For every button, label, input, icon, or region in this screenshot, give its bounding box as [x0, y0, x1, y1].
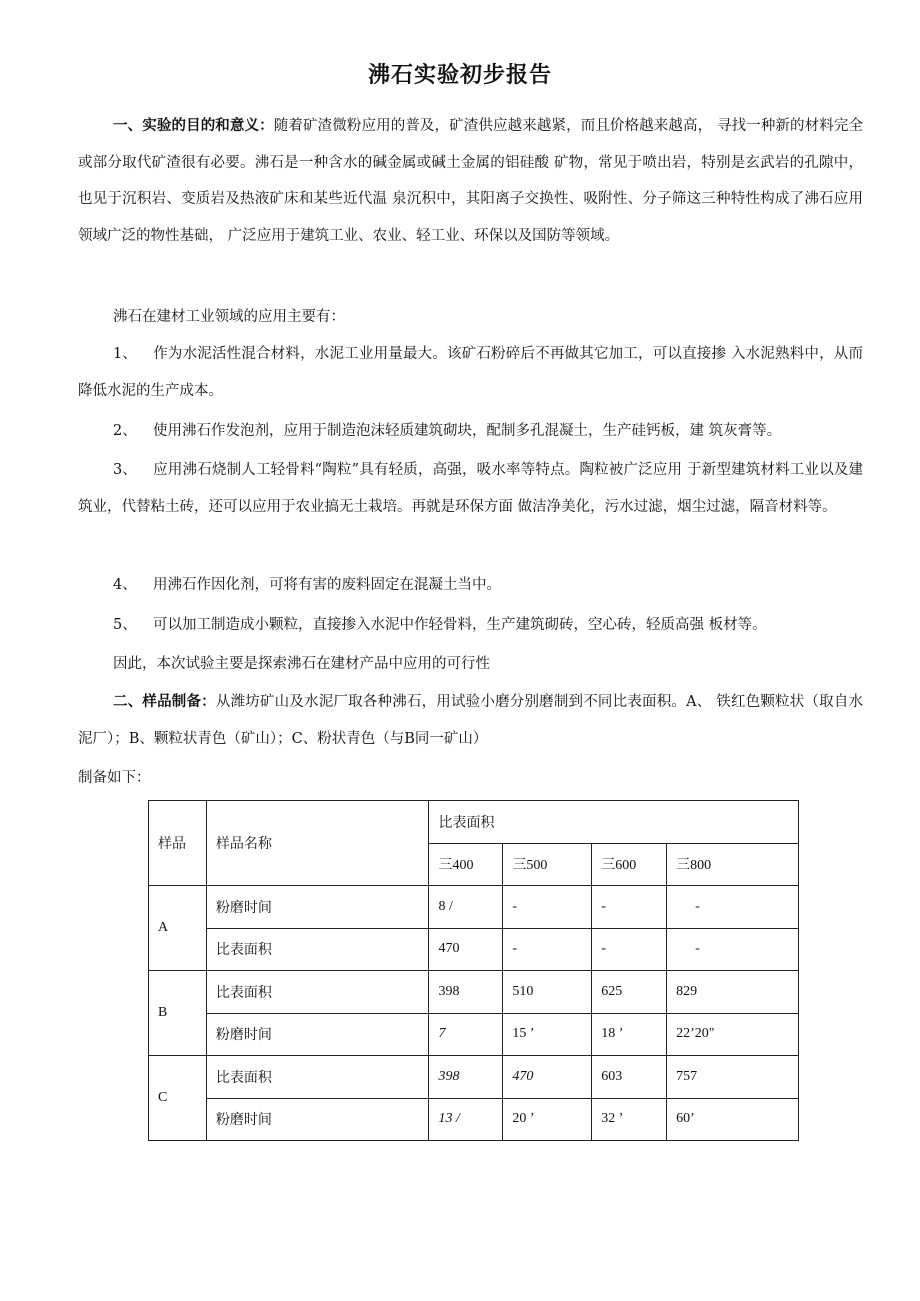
- table-cell: -: [667, 928, 799, 971]
- table-cell: -: [667, 886, 799, 929]
- table-cell: 398: [429, 1056, 503, 1099]
- applications-intro: 沸石在建材工业领域的应用主要有：: [113, 309, 345, 325]
- sample-id-cell: A: [149, 886, 207, 971]
- table-cell: 7: [429, 1013, 503, 1056]
- sample-id-cell: C: [149, 1056, 207, 1141]
- subheader-cell: 三500: [503, 843, 592, 886]
- table-cell: 470: [503, 1056, 592, 1099]
- table-row: [149, 1013, 799, 1056]
- list-item-text: 应用沸石烧制人工轻骨料“陶粒”具有轻质，高强，吸水率等特点。陶粒被广泛应用 于新型建筑材料工业以及建筑业，代替粘土砖，还可以应用于农业搞无土栽培。再就是环保方面 做洁净美化，污水过滤，烟尘过滤，隔音材料等。: [78, 462, 863, 515]
- table-cell: 510: [503, 971, 592, 1014]
- table-row: [149, 1098, 799, 1141]
- table-row: [149, 928, 799, 971]
- row-name-cell: 比表面积: [206, 1056, 429, 1099]
- table-cell: -: [592, 886, 667, 929]
- header-sample-name: 样品名称: [206, 801, 429, 886]
- list-item-number: 1、: [113, 346, 137, 362]
- table-cell: 13 /: [429, 1098, 503, 1141]
- section1-body: 随着矿渣微粉应用的普及，矿渣供应越来越紧，而且价格越来越高， 寻找一种新的材料完全或部分取代矿渣很有必要。沸石是一种含水的碱金属或碱土金属的铝硅酸 矿物，常见于喷出岩，特别是玄武岩的孔隙中，也见于沉积岩、变质岩及热液矿床和某些近代温 泉沉积中，其阳离子交换性、吸附性、分子筛这三种特性构成了沸石应用领域广泛的物性基础， 广泛应用于建筑工业、农业、轻工业、环保以及国防等领域。: [78, 118, 864, 244]
- page-title: 沸石实验初步报告: [367, 62, 552, 88]
- sample-id-cell: B: [149, 971, 207, 1056]
- table-cell: 470: [429, 928, 503, 971]
- list-item: [78, 607, 863, 644]
- section2-heading: 二、样品制备：: [113, 693, 216, 710]
- section2-body: 从潍坊矿山及水泥厂取各种沸石，用试验小磨分别磨制到不同比表面积。A、 铁红色颗粒状（取自水泥厂）；B、颗粒状青色（矿山）；C、粉状青色（与B同一矿山）: [78, 694, 864, 747]
- row-name-cell: 比表面积: [206, 928, 429, 971]
- table-cell: 625: [592, 971, 667, 1014]
- list-item-number: 3、: [113, 462, 137, 478]
- row-name-cell: 粉磨时间: [206, 1013, 429, 1056]
- table-cell: 8 /: [429, 886, 503, 929]
- data-table: [148, 800, 799, 1141]
- row-name-cell: 粉磨时间: [206, 886, 429, 929]
- table-cell: 22’20": [667, 1013, 799, 1056]
- list-item-number: 4、: [113, 577, 137, 593]
- table-cell: 20 ’: [503, 1098, 592, 1141]
- table-header-row: [149, 801, 799, 844]
- table-cell: 32 ’: [592, 1098, 667, 1141]
- list-item: [78, 567, 863, 604]
- list-item: [78, 413, 863, 450]
- table-row: [149, 971, 799, 1014]
- row-name-cell: 比表面积: [206, 971, 429, 1014]
- list-item: [78, 452, 863, 525]
- table-cell: 18 ’: [592, 1013, 667, 1056]
- subheader-cell: 三400: [429, 843, 503, 886]
- table-cell: -: [503, 928, 592, 971]
- table-row: [149, 1056, 799, 1099]
- section2-paragraph: [78, 684, 863, 757]
- list-item-text: 使用沸石作发泡剂，应用于制造泡沫轻质建筑砌块，配制多孔混凝土，生产硅钙板，建 筑灰膏等。: [153, 423, 782, 439]
- table-cell: 60’: [667, 1098, 799, 1141]
- list-item-text: 可以加工制造成小颗粒，直接掺入水泥中作轻骨料，生产建筑砌砖，空心砖，轻质高强 板材等。: [153, 617, 767, 633]
- section1-paragraph: [78, 108, 863, 254]
- list-item-number: 5、: [113, 617, 137, 633]
- subheader-cell: 三600: [592, 843, 667, 886]
- table-cell: 757: [667, 1056, 799, 1099]
- list-item-text: 用沸石作因化剂，可将有害的废料固定在混凝土当中。: [153, 577, 501, 593]
- preparation-label: 制备如下：: [78, 770, 151, 786]
- row-name-cell: 粉磨时间: [206, 1098, 429, 1141]
- list-item-text: 作为水泥活性混合材料，水泥工业用量最大。该矿石粉碎后不再做其它加工，可以直接掺 入水泥熟料中，从而降低水泥的生产成本。: [78, 346, 863, 399]
- table-cell: 15 ’: [503, 1013, 592, 1056]
- conclusion-paragraph: 因此，本次试验主要是探索沸石在建材产品中应用的可行性: [113, 656, 490, 672]
- list-item-number: 2、: [113, 423, 137, 439]
- table-cell: -: [592, 928, 667, 971]
- table-cell: 398: [429, 971, 503, 1014]
- header-sample: 样品: [149, 801, 207, 886]
- section1-heading: 一、实验的目的和意义：: [113, 117, 274, 134]
- list-item: [78, 336, 863, 409]
- subheader-cell: 三800: [667, 843, 799, 886]
- table-cell: 829: [667, 971, 799, 1014]
- table-row: [149, 886, 799, 929]
- header-surface-area: 比表面积: [429, 801, 799, 844]
- table-cell: 603: [592, 1056, 667, 1099]
- table-cell: -: [503, 886, 592, 929]
